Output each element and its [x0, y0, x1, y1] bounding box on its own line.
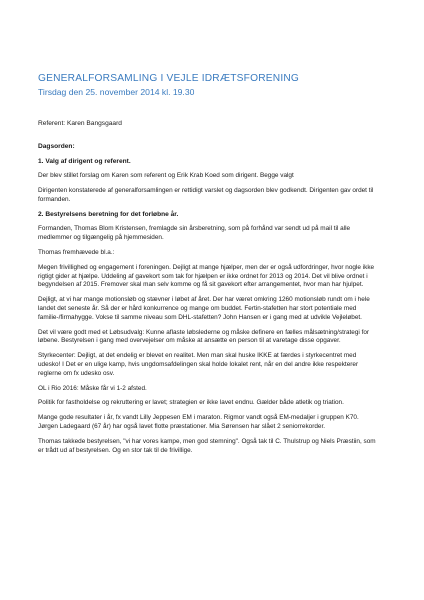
referent-line: Referent: Karen Bangsgaard — [38, 120, 122, 127]
section-1-paragraph-1: Der blev stillet forslag om Karen som referent og Erik Krab Koed som dirigent. Begge valgt — [38, 172, 294, 179]
agenda-heading: Dagsorden: — [38, 143, 75, 150]
section-2-paragraph-3: Megen frivillighed og engagement i foreningen. Dejligt at mange hjælper, men der er også udfordringer, hvor nogle ikke rigtigt gider at hjælpe. Uddeling af gavekort som tak for hjælpen er ikke ordnet for 2013 og 2014. Det vil blive ordnet i begyndelsen af 2015. Fremover skal man selv komme og få sit gavekort efter arrangementet, hvor man har hjulpet. — [38, 263, 375, 289]
section-2-paragraph-5: Det vil være godt med et Løbsudvalg: Kunne aflaste løbslederne og måske definere en fælles målsætning/strategi for løbene. Bestyrelsen i gang med overvejelser om måske at ansætte en person til at varetage disse opgaver. — [38, 328, 370, 345]
section-2-paragraph-10: Thomas takkede bestyrelsen, "vi har vores kampe, men god stemning". Også tak til C. Thulstrup og Niels Præstiin, som er trådt ud af bestyrelsen. Og en stor tak til de frivillige. — [38, 437, 376, 454]
document-title: GENERALFORSAMLING I VEJLE IDRÆTSFORENING — [38, 73, 300, 84]
section-2-paragraph-8: Politik for fastholdelse og rekruttering er lavet; strategien er ikke lavet endnu. Gælder både atletik og triation. — [38, 399, 344, 407]
section-2-paragraph-2: Thomas fremhævede bl.a.: — [38, 248, 115, 256]
section-2-paragraph-6: Styrkecenter: Dejligt, at det endelig er blevet en realitet. Men man skal huske IKKE at færdes i styrkecentret med udesko! I Det er en ulige kamp, hvis ungdomsafdelingen skal holde lokalet rent, når en del andre ikke respekterer reglerne om fx udesko osv. — [38, 352, 359, 377]
section-1-heading: 1. Valg af dirigent og referent. — [38, 158, 131, 165]
section-2-paragraph-4: Dejligt, at vi har mange motionsløb og stævner i løbet af året. Der har været omkring 1260 motionsløb rundt om i hele landet det seneste år. Så der er hård konkurrence og mange om buddet. Fertin-stafetten har stort potentiale med familie-/firmahygge. Vokse til samme niveau som DHL-stafetten? John Hansen er i gang med at udvikle Vejleløbet. — [38, 296, 370, 321]
section-2-paragraph-7: OL i Rio 2016: Måske får vi 1-2 afsted. — [38, 384, 147, 392]
section-2-paragraph-9: Mange gode resultater i år, fx vandt Lilly Jeppesen EM i maraton. Rigmor vandt også EM-medaljer i gruppen K70. Jørgen Ladegaard (67 år) har også lavet flotte præstationer. Mia Sørensen har slået 2 seniorrekorder. — [38, 414, 359, 430]
section-1-paragraph-2: Dirigenten konstaterede af generalforsamlingen er rettidigt varslet og dagsorden blev godkendt. Dirigenten gav ordet til formanden. — [38, 186, 374, 203]
section-2-paragraph-1: Formanden, Thomas Blom Kristensen, fremlagde sin årsberetning, som på forhånd var sendt ud på mail til alle medlemmer og tilgængelig på hjemmesiden. — [38, 225, 351, 242]
meeting-date: Tirsdag den 25. november 2014 kl. 19.30 — [38, 87, 195, 97]
section-2-heading: 2. Bestyrelsens beretning for det forløbne år. — [38, 211, 179, 219]
